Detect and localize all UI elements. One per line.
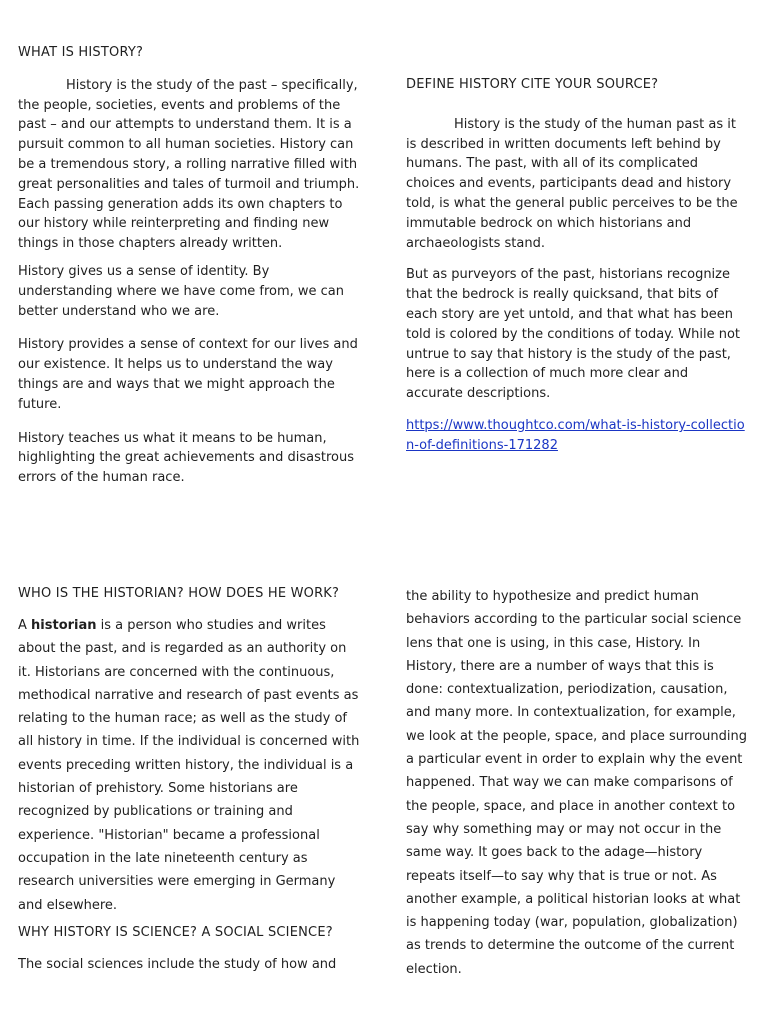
heading-why-history-science: WHY HISTORY IS SCIENCE? A SOCIAL SCIENCE? <box>18 924 333 940</box>
text-rest: is a person who studies and writes about the past, and is regarded as an authority on it. Historians are concerned with the continuous, methodical narrative and research of past events as relating to the human race; as well as the study of all history in time. If the individual is concerned with events preceding written history, the individual is a historian of prehistory. Some historians are recognized by publications or training and experience. "Historian" became a professional occupation in the late nineteenth century as research universities were emerging in Germany and elsewhere. <box>18 618 360 913</box>
paragraph: History provides a sense of context for our lives and our existence. It helps us to understand the way things are and ways that we might approach the future. <box>18 337 358 412</box>
source-link-wrapper <box>406 416 746 456</box>
paragraph: History gives us a sense of identity. By understanding where we have come from, we can better understand who we are. <box>18 263 345 319</box>
heading-define-history: DEFINE HISTORY CITE YOUR SOURCE? <box>406 77 659 92</box>
text-prefix: A <box>18 618 32 633</box>
section-social-science-continued <box>406 585 751 981</box>
section-who-is-historian <box>18 583 360 976</box>
source-link[interactable]: https://www.thoughtco.com/what-is-history-collection-of-definitions-171282 <box>406 417 745 453</box>
paragraph: the ability to hypothesize and predict human behaviors according to the particular social science lens that one is using, in this case, History. In History, there are a number of ways that this is done: contextualization, periodization, causation, and many more. In contextualization, for example, we look at the people, space, and place surrounding a particular event in order to explain why the event happened. That way we can make comparisons of the people, space, and place in another context to say why something may or may not occur in the same way. It goes back to the adage—history repeats itself—to say why that is true or not. As another example, a political historian looks at what is happening today (war, population, globalization) as trends to determine the outcome of the current election. <box>406 589 748 977</box>
paragraph: But as purveyors of the past, historians recognize that the bedrock is really quicksand, that bits of each story are yet untold, and that what has been told is colored by the conditions of today. While not untrue to say that history is the study of the past, here is a collection of much more clear and accurate descriptions. <box>406 267 741 402</box>
section-define-history <box>406 75 746 456</box>
paragraph <box>18 614 360 917</box>
paragraph: History is the study of the human past as it is described in written documents left behind by humans. The past, with all of its complicated choices and events, participants dead and history told, is what the general public perceives to be the immutable bedrock on which historians and archaeologists stand. <box>406 116 738 251</box>
heading-who-is-historian: WHO IS THE HISTORIAN? HOW DOES HE WORK? <box>18 586 340 601</box>
paragraph: History teaches us what it means to be human, highlighting the great achievements and disastrous errors of the human race. <box>18 430 355 486</box>
section-what-is-history <box>18 43 362 488</box>
paragraph: The social sciences include the study of how and <box>18 956 337 972</box>
paragraph: History is the study of the past – specifically, the people, societies, events and problems of the past – and our attempts to understand them. It is a pursuit common to all human societies. History can be a tremendous story, a rolling narrative filled with great personalities and tales of turmoil and triumph. Each passing generation adds its own chapters to our history while reinterpreting and finding new things in those chapters already written. <box>18 77 360 252</box>
term-historian: historian <box>31 618 97 633</box>
heading-what-is-history: WHAT IS HISTORY? <box>18 45 144 60</box>
